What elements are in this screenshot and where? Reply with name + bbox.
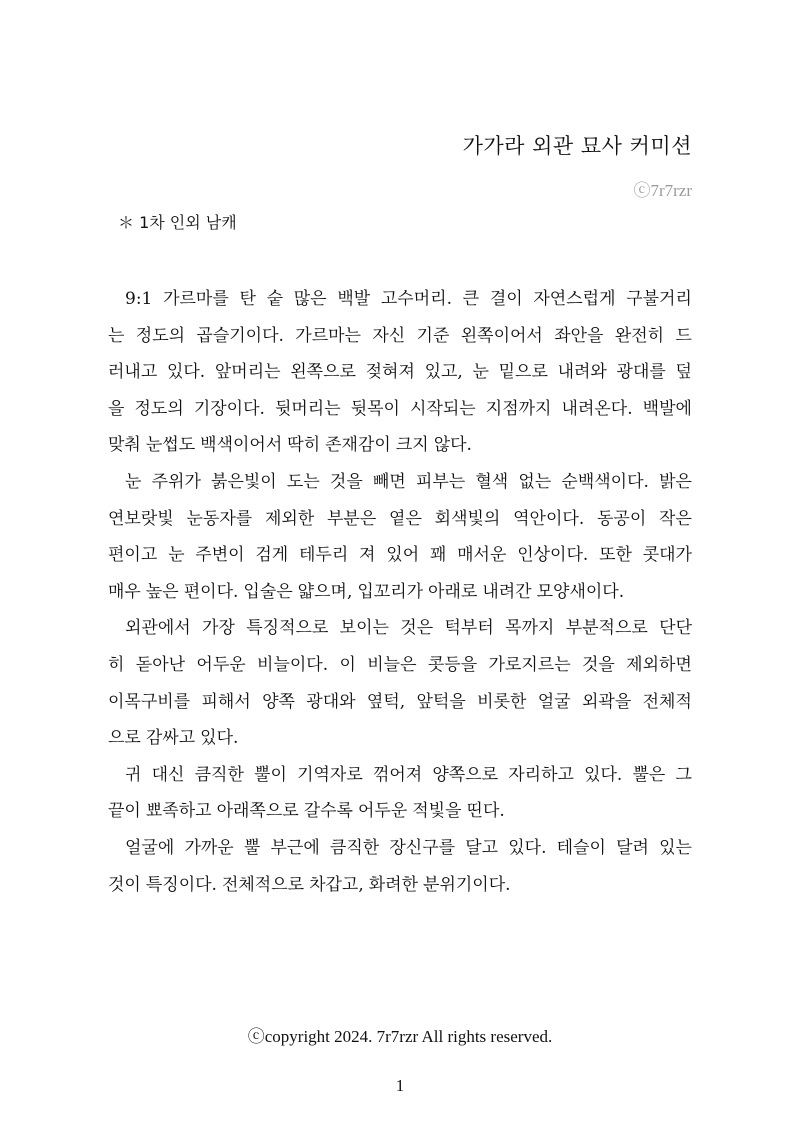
paragraph-line: 을 정도의 기장이다. 뒷머리는 뒷목이 시작되는 지점까지 내려온다. 백발에 [108, 398, 692, 419]
paragraph-line: 히 돋아난 어두운 비늘이다. 이 비늘은 콧등을 가로지르는 것을 제외하면 [108, 654, 692, 675]
paragraph-line: 는 정도의 곱슬기이다. 가르마는 자신 기준 왼쪽이어서 좌안을 완전히 드 [108, 325, 692, 346]
document-title: 가가라 외관 묘사 커미션 [462, 134, 692, 158]
paragraph-line: 매우 높은 편이다. 입술은 얇으며, 입꼬리가 아래로 내려간 모양새이다. [108, 581, 625, 602]
paragraph-line: 편이고 눈 주변이 검게 테두리 져 있어 꽤 매서운 인상이다. 또한 콧대가 [108, 545, 692, 566]
paragraph-line: 외관에서 가장 특징적으로 보이는 것은 턱부터 목까지 부분적으로 단단 [125, 618, 692, 639]
paragraph-line: 연보랏빛 눈동자를 제외한 부분은 옅은 회색빛의 역안이다. 동공이 작은 [108, 508, 692, 529]
author-credit: ⓒ7r7rzr [633, 181, 692, 200]
paragraph-line: 끝이 뾰족하고 아래쪽으로 갈수록 어두운 적빛을 띤다. [108, 801, 505, 822]
paragraph-line: 맞춰 눈썹도 백색이어서 딱히 존재감이 크지 않다. [108, 435, 472, 456]
page-number: 1 [395, 1076, 405, 1095]
paragraph-line: 눈 주위가 붉은빛이 도는 것을 빼면 피부는 혈색 없는 순백색이다. 밝은 [125, 471, 692, 492]
character-note: ＊ 1차 인외 남캐 [118, 213, 237, 232]
paragraph-line: 귀 대신 큼직한 뿔이 기역자로 꺾어져 양쪽으로 자리하고 있다. 뿔은 그 [125, 764, 692, 785]
copyright-notice: ⓒcopyright 2024. 7r7rzr All rights reserved. [247, 1027, 553, 1046]
paragraph-line: 9:1 가르마를 탄 숱 많은 백발 고수머리. 큰 결이 자연스럽게 구불거리 [125, 289, 692, 309]
paragraph-line: 이목구비를 피해서 양쪽 광대와 옆턱, 앞턱을 비롯한 얼굴 외곽을 전체적 [108, 691, 692, 712]
paragraph-line: 것이 특징이다. 전체적으로 차갑고, 화려한 분위기이다. [108, 874, 511, 895]
paragraph-line: 으로 감싸고 있다. [108, 728, 239, 749]
paragraph-line: 얼굴에 가까운 뿔 부근에 큼직한 장신구를 달고 있다. 테슬이 달려 있는 [125, 837, 692, 858]
paragraph-line: 러내고 있다. 앞머리는 왼쪽으로 젖혀져 있고, 눈 밑으로 내려와 광대를 덮 [108, 362, 692, 383]
document-body [108, 281, 692, 903]
